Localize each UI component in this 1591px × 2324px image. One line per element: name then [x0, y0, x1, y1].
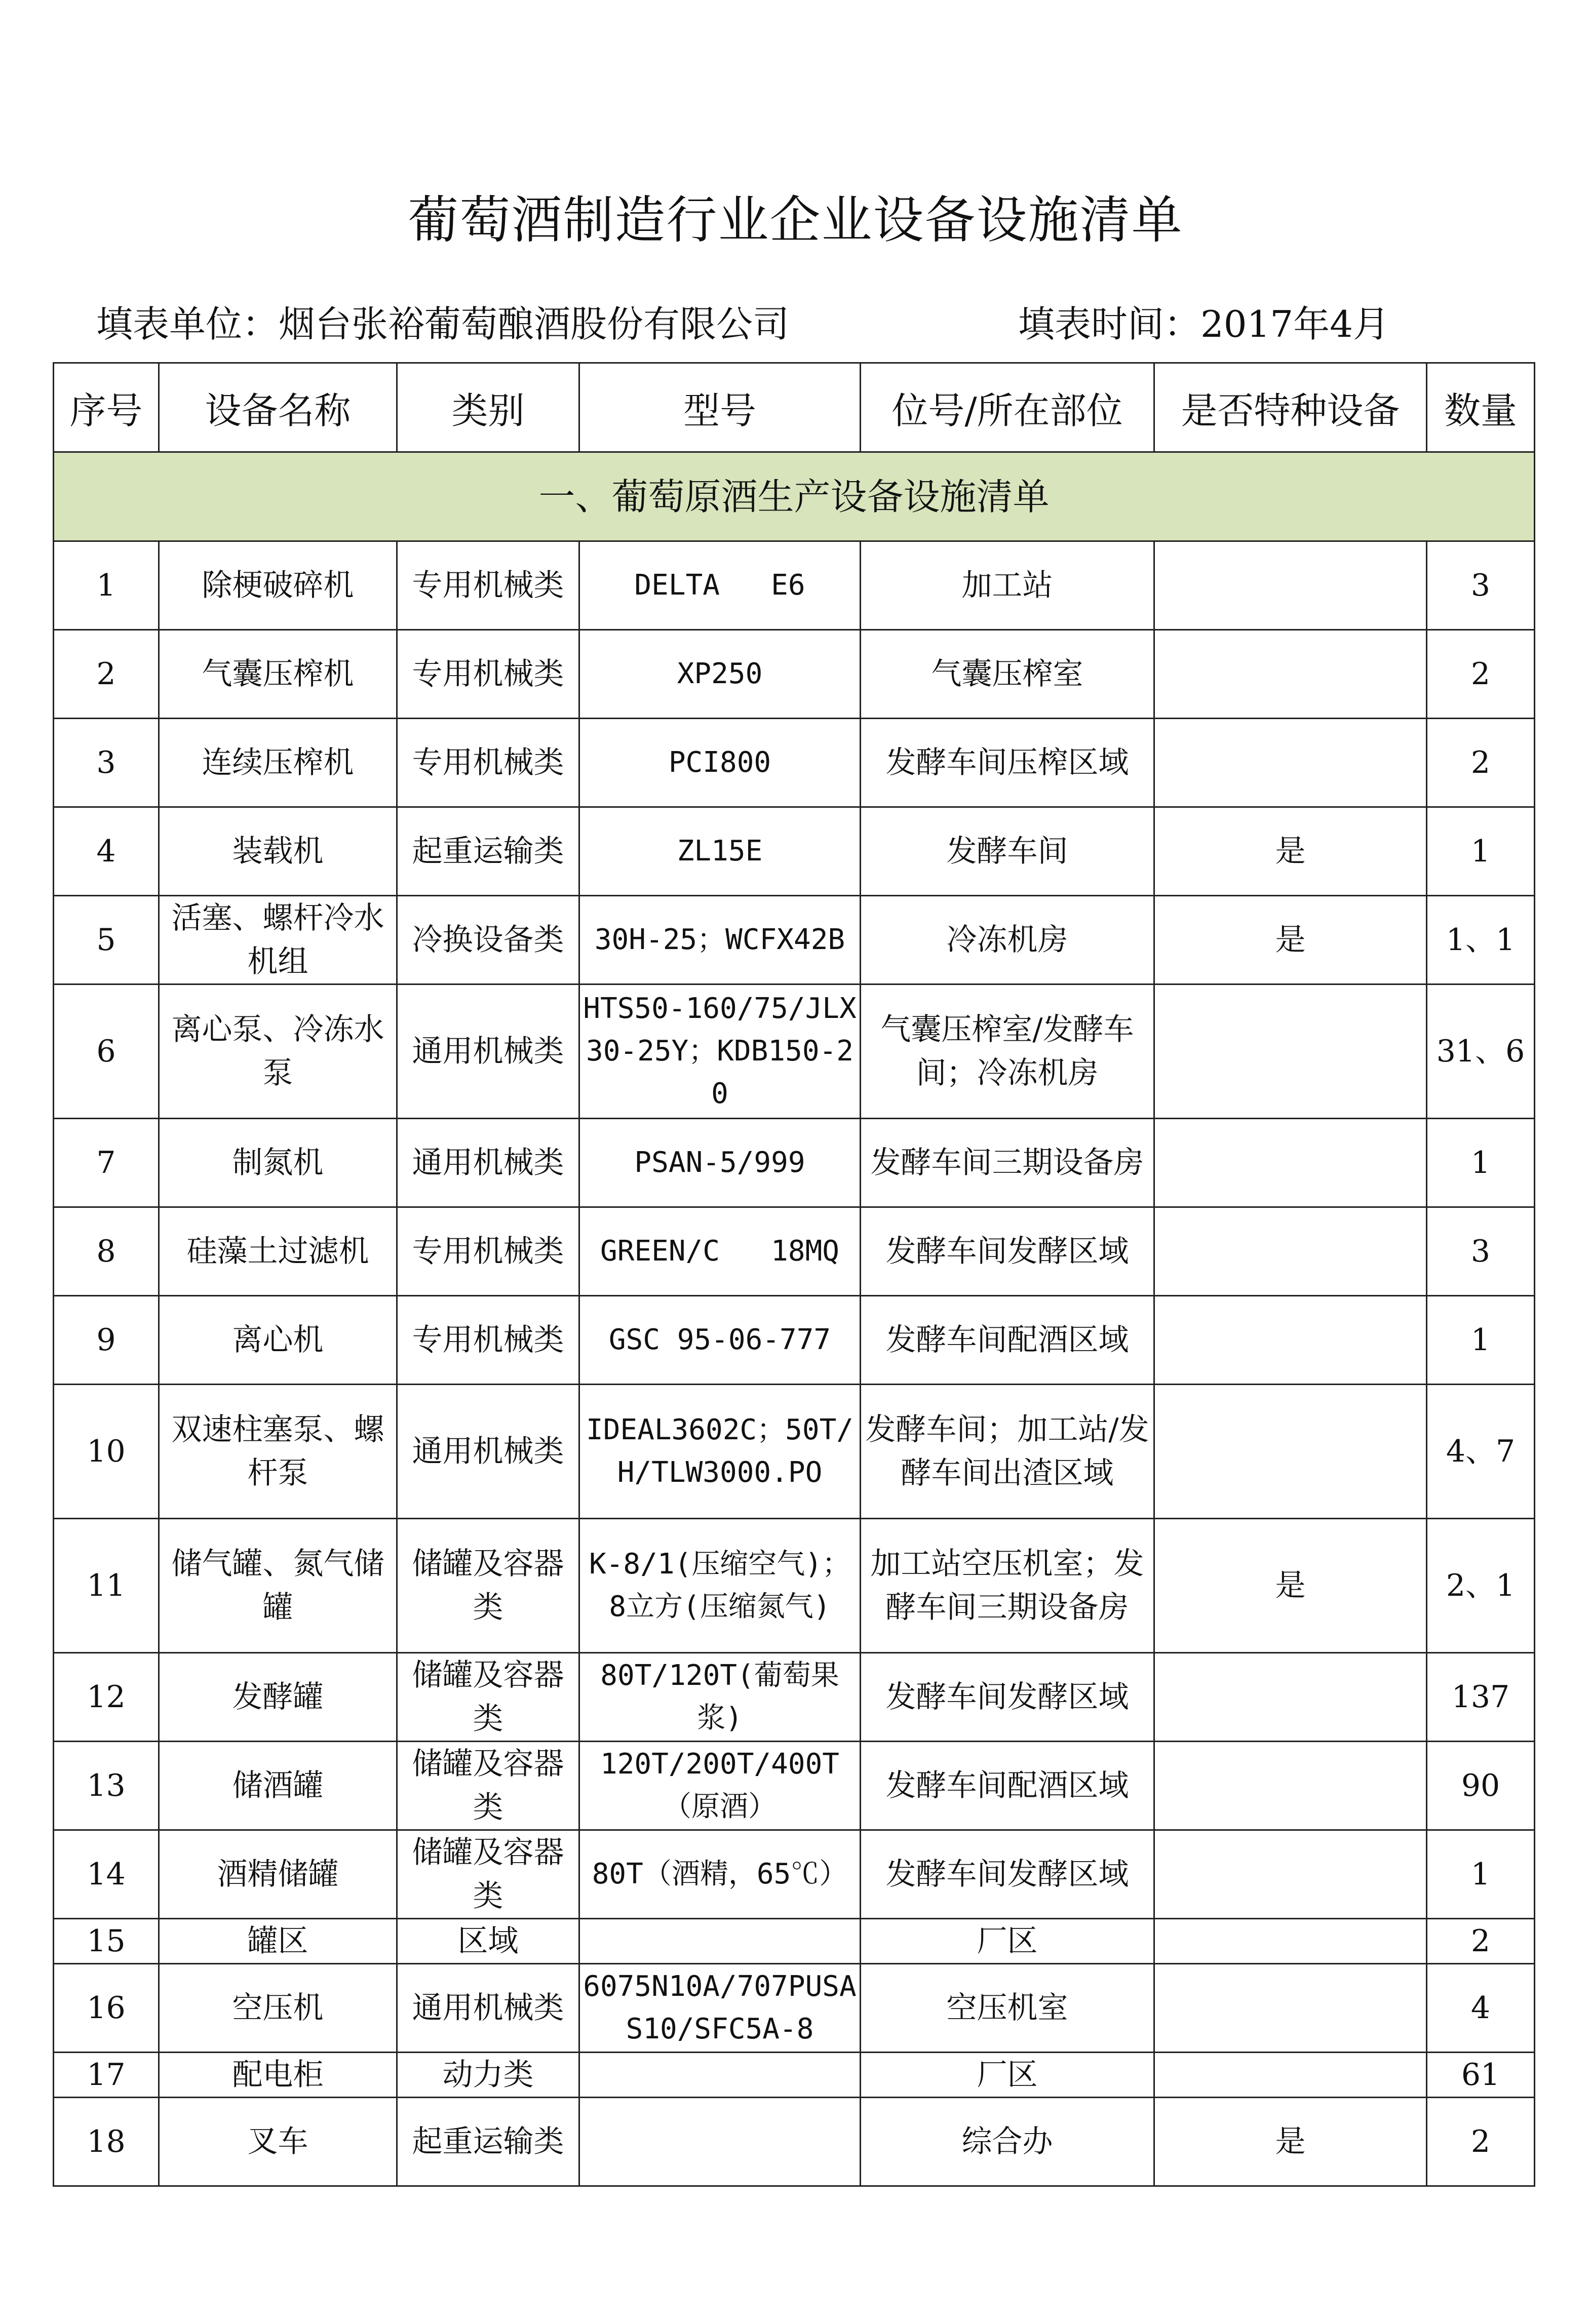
- cell-special: [1154, 1742, 1427, 1830]
- cell-special: [1154, 630, 1427, 719]
- cell-name: 制氮机: [159, 1119, 397, 1207]
- cell-category: 储罐及容器类: [397, 1653, 579, 1742]
- cell-category: 起重运输类: [397, 807, 579, 896]
- cell-no: 4: [54, 807, 159, 896]
- cell-category: 区域: [397, 1919, 579, 1964]
- cell-no: 11: [54, 1519, 159, 1653]
- cell-model: GREEN/C 18MQ: [579, 1207, 861, 1296]
- table-row: [54, 1653, 1535, 1742]
- cell-model: DELTA E6: [579, 541, 861, 630]
- header-no: 序号: [54, 363, 159, 452]
- cell-no: 1: [54, 541, 159, 630]
- cell-name: 配电柜: [159, 2053, 397, 2098]
- cell-location: 冷冻机房: [861, 896, 1154, 984]
- cell-category: 通用机械类: [397, 1385, 579, 1519]
- cell-location: 发酵车间配酒区域: [861, 1742, 1154, 1830]
- cell-location: 厂区: [861, 1919, 1154, 1964]
- cell-no: 10: [54, 1385, 159, 1519]
- cell-no: 2: [54, 630, 159, 719]
- cell-category: 通用机械类: [397, 1119, 579, 1207]
- cell-name: 发酵罐: [159, 1653, 397, 1742]
- table-row: [54, 541, 1535, 630]
- cell-qty: 1、1: [1427, 896, 1535, 984]
- cell-qty: 61: [1427, 2053, 1535, 2098]
- cell-model: 6075N10A/707PUSAS10/SFC5A-8: [579, 1964, 861, 2053]
- cell-category: 储罐及容器类: [397, 1742, 579, 1830]
- cell-model: 30H-25；WCFX42B: [579, 896, 861, 984]
- cell-name: 储气罐、氮气储罐: [159, 1519, 397, 1653]
- cell-no: 14: [54, 1830, 159, 1919]
- cell-name: 离心泵、冷冻水泵: [159, 984, 397, 1119]
- cell-no: 9: [54, 1296, 159, 1385]
- cell-special: 是: [1154, 896, 1427, 984]
- cell-special: [1154, 1830, 1427, 1919]
- cell-location: 发酵车间发酵区域: [861, 1653, 1154, 1742]
- cell-qty: 2: [1427, 719, 1535, 807]
- cell-model: XP250: [579, 630, 861, 719]
- cell-special: [1154, 1119, 1427, 1207]
- cell-qty: 90: [1427, 1742, 1535, 1830]
- table-row: [54, 1919, 1535, 1964]
- cell-model: 120T/200T/400T（原酒）: [579, 1742, 861, 1830]
- section-title: 一、葡萄原酒生产设备设施清单: [54, 452, 1535, 541]
- cell-name: 离心机: [159, 1296, 397, 1385]
- cell-qty: 4: [1427, 1964, 1535, 2053]
- cell-name: 除梗破碎机: [159, 541, 397, 630]
- cell-special: [1154, 1296, 1427, 1385]
- cell-location: 发酵车间压榨区域: [861, 719, 1154, 807]
- cell-location: 气囊压榨室: [861, 630, 1154, 719]
- cell-model: ZL15E: [579, 807, 861, 896]
- page-title: 葡萄酒制造行业企业设备设施清单: [408, 190, 1183, 250]
- cell-location: 发酵车间配酒区域: [861, 1296, 1154, 1385]
- cell-name: 储酒罐: [159, 1742, 397, 1830]
- cell-name: 连续压榨机: [159, 719, 397, 807]
- cell-location: 发酵车间三期设备房: [861, 1119, 1154, 1207]
- cell-name: 叉车: [159, 2098, 397, 2186]
- cell-name: 罐区: [159, 1919, 397, 1964]
- cell-model: IDEAL3602C；50T/H/TLW3000.PO: [579, 1385, 861, 1519]
- cell-category: 储罐及容器类: [397, 1519, 579, 1653]
- header-special: 是否特种设备: [1154, 363, 1427, 452]
- cell-location: 气囊压榨室/发酵车间；冷冻机房: [861, 984, 1154, 1119]
- table-row: [54, 2053, 1535, 2098]
- header-location: 位号/所在部位: [861, 363, 1154, 452]
- cell-location: 发酵车间；加工站/发酵车间出渣区域: [861, 1385, 1154, 1519]
- cell-category: 通用机械类: [397, 1964, 579, 2053]
- cell-name: 酒精储罐: [159, 1830, 397, 1919]
- cell-model: PSAN-5/999: [579, 1119, 861, 1207]
- cell-category: 储罐及容器类: [397, 1830, 579, 1919]
- cell-model: [579, 1919, 861, 1964]
- cell-qty: 4、7: [1427, 1385, 1535, 1519]
- table-row: [54, 1519, 1535, 1653]
- cell-qty: 3: [1427, 541, 1535, 630]
- cell-no: 13: [54, 1742, 159, 1830]
- header-row: [54, 363, 1535, 452]
- cell-location: 加工站空压机室；发酵车间三期设备房: [861, 1519, 1154, 1653]
- cell-qty: 1: [1427, 1830, 1535, 1919]
- cell-special: 是: [1154, 2098, 1427, 2186]
- cell-no: 6: [54, 984, 159, 1119]
- cell-no: 17: [54, 2053, 159, 2098]
- cell-model: 80T（酒精，65℃）: [579, 1830, 861, 1919]
- cell-special: [1154, 1964, 1427, 2053]
- table-row: [54, 630, 1535, 719]
- cell-model: GSC 95-06-777: [579, 1296, 861, 1385]
- table-row: [54, 2098, 1535, 2186]
- cell-category: 动力类: [397, 2053, 579, 2098]
- cell-category: 专用机械类: [397, 630, 579, 719]
- cell-model: HTS50-160/75/JLX30-25Y；KDB150-20: [579, 984, 861, 1119]
- cell-qty: 137: [1427, 1653, 1535, 1742]
- cell-name: 硅藻土过滤机: [159, 1207, 397, 1296]
- equipment-table: [53, 362, 1535, 2187]
- cell-special: [1154, 1919, 1427, 1964]
- cell-qty: 1: [1427, 807, 1535, 896]
- header-name: 设备名称: [159, 363, 397, 452]
- table-row: [54, 1385, 1535, 1519]
- cell-model: [579, 2098, 861, 2186]
- cell-qty: 2: [1427, 2098, 1535, 2186]
- table-row: [54, 807, 1535, 896]
- table-row: [54, 1830, 1535, 1919]
- table-row: [54, 1742, 1535, 1830]
- table-row: [54, 719, 1535, 807]
- cell-no: 15: [54, 1919, 159, 1964]
- cell-location: 综合办: [861, 2098, 1154, 2186]
- cell-no: 18: [54, 2098, 159, 2186]
- cell-special: 是: [1154, 807, 1427, 896]
- cell-no: 12: [54, 1653, 159, 1742]
- cell-qty: 2: [1427, 630, 1535, 719]
- cell-model: 80T/120T(葡萄果浆): [579, 1653, 861, 1742]
- cell-category: 专用机械类: [397, 719, 579, 807]
- filling-date: 填表时间：2017年4月: [1018, 303, 1390, 345]
- cell-special: [1154, 541, 1427, 630]
- table-row: [54, 1296, 1535, 1385]
- cell-category: 专用机械类: [397, 1296, 579, 1385]
- cell-location: 发酵车间发酵区域: [861, 1830, 1154, 1919]
- table-row: [54, 1964, 1535, 2053]
- cell-no: 8: [54, 1207, 159, 1296]
- cell-location: 厂区: [861, 2053, 1154, 2098]
- table-row: [54, 984, 1535, 1119]
- cell-name: 活塞、螺杆冷水机组: [159, 896, 397, 984]
- cell-location: 加工站: [861, 541, 1154, 630]
- header-model: 型号: [579, 363, 861, 452]
- cell-special: [1154, 984, 1427, 1119]
- cell-qty: 1: [1427, 1296, 1535, 1385]
- cell-qty: 3: [1427, 1207, 1535, 1296]
- section-row: [54, 452, 1535, 541]
- table-row: [54, 1119, 1535, 1207]
- cell-special: [1154, 1653, 1427, 1742]
- cell-model: K-8/1(压缩空气)；8立方(压缩氮气): [579, 1519, 861, 1653]
- cell-qty: 1: [1427, 1119, 1535, 1207]
- header-category: 类别: [397, 363, 579, 452]
- cell-category: 专用机械类: [397, 541, 579, 630]
- cell-name: 双速柱塞泵、螺杆泵: [159, 1385, 397, 1519]
- cell-name: 气囊压榨机: [159, 630, 397, 719]
- cell-location: 发酵车间: [861, 807, 1154, 896]
- cell-category: 冷换设备类: [397, 896, 579, 984]
- cell-no: 3: [54, 719, 159, 807]
- header-qty: 数量: [1427, 363, 1535, 452]
- cell-qty: 31、6: [1427, 984, 1535, 1119]
- cell-location: 发酵车间发酵区域: [861, 1207, 1154, 1296]
- cell-name: 装载机: [159, 807, 397, 896]
- cell-special: [1154, 1385, 1427, 1519]
- cell-location: 空压机室: [861, 1964, 1154, 2053]
- cell-special: [1154, 1207, 1427, 1296]
- cell-name: 空压机: [159, 1964, 397, 2053]
- filling-unit: 填表单位：烟台张裕葡萄酿酒股份有限公司: [96, 303, 790, 345]
- cell-no: 5: [54, 896, 159, 984]
- table-row: [54, 1207, 1535, 1296]
- cell-model: PCI800: [579, 719, 861, 807]
- cell-special: 是: [1154, 1519, 1427, 1653]
- cell-special: [1154, 719, 1427, 807]
- cell-no: 7: [54, 1119, 159, 1207]
- cell-no: 16: [54, 1964, 159, 2053]
- cell-category: 起重运输类: [397, 2098, 579, 2186]
- cell-qty: 2: [1427, 1919, 1535, 1964]
- cell-qty: 2、1: [1427, 1519, 1535, 1653]
- cell-special: [1154, 2053, 1427, 2098]
- table-row: [54, 896, 1535, 984]
- cell-category: 专用机械类: [397, 1207, 579, 1296]
- cell-category: 通用机械类: [397, 984, 579, 1119]
- cell-model: [579, 2053, 861, 2098]
